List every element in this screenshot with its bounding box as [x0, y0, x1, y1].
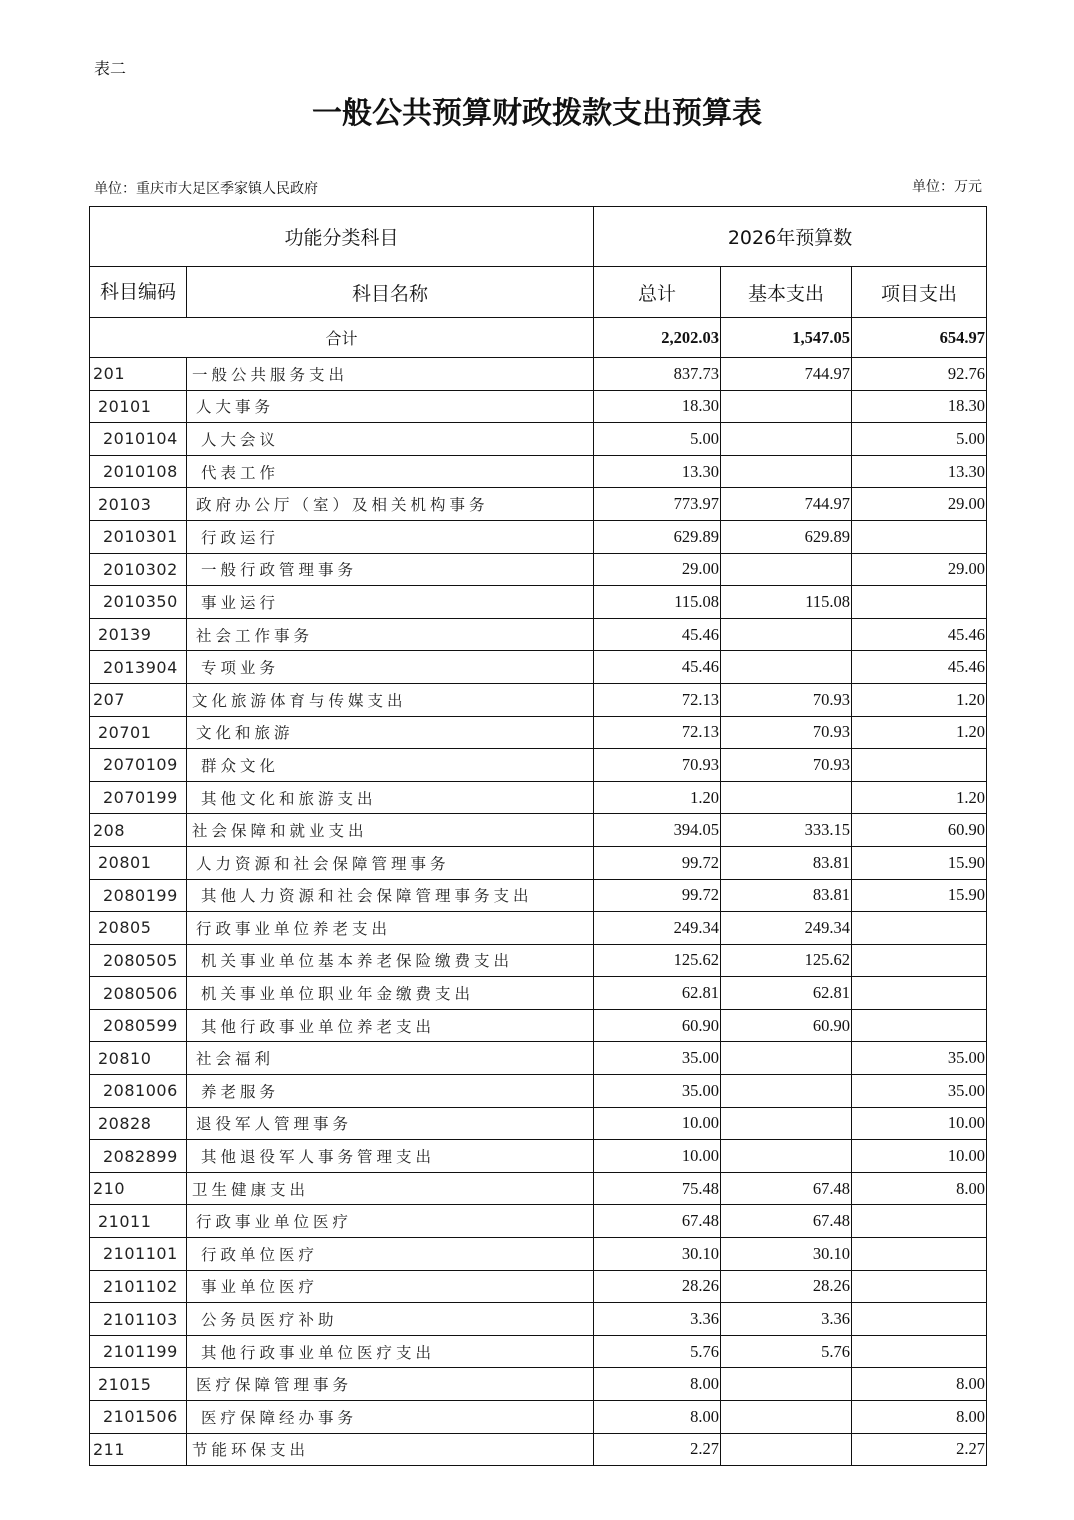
subject-code: 2010350	[90, 586, 187, 619]
subject-name: 文化旅游体育与传媒支出	[187, 683, 594, 716]
table-row	[90, 879, 987, 912]
subject-name: 专项业务	[187, 651, 594, 684]
amount-total: 5.00	[594, 423, 721, 456]
amount-basic: 3.36	[721, 1303, 852, 1336]
amount-total: 3.36	[594, 1303, 721, 1336]
table-row	[90, 1009, 987, 1042]
subject-name: 养老服务	[187, 1075, 594, 1108]
amount-total: 8.00	[594, 1401, 721, 1434]
amount-basic: 30.10	[721, 1238, 852, 1271]
amount-basic: 62.81	[721, 977, 852, 1010]
table-row	[90, 944, 987, 977]
table-row	[90, 1335, 987, 1368]
subject-name: 退役军人管理事务	[187, 1107, 594, 1140]
table-row	[90, 488, 987, 521]
amount-basic: 60.90	[721, 1009, 852, 1042]
amount-basic: 28.26	[721, 1270, 852, 1303]
amount-project	[852, 944, 987, 977]
amount-basic: 125.62	[721, 944, 852, 977]
table-row	[90, 1433, 987, 1466]
subject-name: 其他人力资源和社会保障管理事务支出	[187, 879, 594, 912]
subject-name: 人力资源和社会保障管理事务	[187, 846, 594, 879]
total-project: 654.97	[852, 318, 987, 358]
amount-basic: 70.93	[721, 716, 852, 749]
amount-total: 30.10	[594, 1238, 721, 1271]
subject-name: 医疗保障经办事务	[187, 1401, 594, 1434]
amount-total: 629.89	[594, 520, 721, 553]
subject-name: 行政事业单位医疗	[187, 1205, 594, 1238]
amount-total: 18.30	[594, 390, 721, 423]
amount-total: 72.13	[594, 683, 721, 716]
amount-basic	[721, 553, 852, 586]
amount-total: 115.08	[594, 586, 721, 619]
amount-total: 13.30	[594, 455, 721, 488]
amount-project	[852, 749, 987, 782]
subject-code: 2080505	[90, 944, 187, 977]
amount-basic	[721, 1042, 852, 1075]
table-row	[90, 781, 987, 814]
amount-total: 837.73	[594, 358, 721, 391]
amount-basic: 629.89	[721, 520, 852, 553]
subject-code: 2010108	[90, 455, 187, 488]
amount-project: 10.00	[852, 1107, 987, 1140]
amount-total: 29.00	[594, 553, 721, 586]
amount-basic	[721, 1107, 852, 1140]
amount-total: 394.05	[594, 814, 721, 847]
subject-name: 一般公共服务支出	[187, 358, 594, 391]
amount-project: 29.00	[852, 488, 987, 521]
amount-project	[852, 1009, 987, 1042]
subject-code: 207	[90, 683, 187, 716]
subject-code: 2101199	[90, 1335, 187, 1368]
table-row	[90, 912, 987, 945]
unit-currency: 单位：万元	[912, 179, 982, 195]
header-subject-name: 科目名称	[187, 267, 594, 318]
table-row	[90, 716, 987, 749]
table-number-label: 表二	[94, 59, 127, 78]
subject-code: 2080199	[90, 879, 187, 912]
amount-basic: 70.93	[721, 749, 852, 782]
table-row	[90, 1172, 987, 1205]
subject-code: 211	[90, 1433, 187, 1466]
amount-project: 45.46	[852, 618, 987, 651]
amount-project	[852, 1238, 987, 1271]
table-row	[90, 586, 987, 619]
subject-code: 2101103	[90, 1303, 187, 1336]
table-row	[90, 651, 987, 684]
table-row	[90, 1270, 987, 1303]
subject-name: 事业运行	[187, 586, 594, 619]
amount-project: 15.90	[852, 879, 987, 912]
amount-basic	[721, 651, 852, 684]
amount-project: 1.20	[852, 716, 987, 749]
subject-name: 社会福利	[187, 1042, 594, 1075]
table-row	[90, 1075, 987, 1108]
total-label: 合计	[90, 318, 594, 358]
amount-basic: 115.08	[721, 586, 852, 619]
subject-name: 行政运行	[187, 520, 594, 553]
amount-total: 10.00	[594, 1140, 721, 1173]
amount-total: 67.48	[594, 1205, 721, 1238]
amount-project: 1.20	[852, 683, 987, 716]
amount-basic: 744.97	[721, 358, 852, 391]
amount-basic: 744.97	[721, 488, 852, 521]
table-row	[90, 423, 987, 456]
amount-total: 35.00	[594, 1042, 721, 1075]
subject-name: 其他行政事业单位医疗支出	[187, 1335, 594, 1368]
amount-basic	[721, 1140, 852, 1173]
amount-project	[852, 586, 987, 619]
amount-project	[852, 1205, 987, 1238]
amount-project: 35.00	[852, 1075, 987, 1108]
table-row	[90, 1401, 987, 1434]
table-row	[90, 977, 987, 1010]
subject-name: 其他退役军人事务管理支出	[187, 1140, 594, 1173]
table-row	[90, 1368, 987, 1401]
header-project-expenditure: 项目支出	[852, 267, 987, 318]
header-basic-expenditure: 基本支出	[721, 267, 852, 318]
subject-name: 一般行政管理事务	[187, 553, 594, 586]
subject-code: 2082899	[90, 1140, 187, 1173]
subject-code: 2101506	[90, 1401, 187, 1434]
amount-project: 29.00	[852, 553, 987, 586]
subject-code: 20828	[90, 1107, 187, 1140]
amount-total: 10.00	[594, 1107, 721, 1140]
amount-project	[852, 977, 987, 1010]
amount-total: 45.46	[594, 618, 721, 651]
table-row	[90, 390, 987, 423]
amount-project	[852, 912, 987, 945]
amount-project: 92.76	[852, 358, 987, 391]
subject-code: 20103	[90, 488, 187, 521]
subject-code: 208	[90, 814, 187, 847]
budget-table	[89, 206, 987, 1466]
subject-code: 201	[90, 358, 187, 391]
table-row	[90, 358, 987, 391]
amount-project	[852, 1303, 987, 1336]
amount-total: 99.72	[594, 879, 721, 912]
header-columns-row	[90, 267, 987, 318]
subject-code: 2070199	[90, 781, 187, 814]
amount-basic: 70.93	[721, 683, 852, 716]
amount-basic: 67.48	[721, 1205, 852, 1238]
table-row	[90, 1205, 987, 1238]
amount-project	[852, 1270, 987, 1303]
amount-basic	[721, 618, 852, 651]
amount-basic	[721, 1075, 852, 1108]
header-total: 总计	[594, 267, 721, 318]
amount-basic	[721, 455, 852, 488]
table-row	[90, 520, 987, 553]
header-subject-code: 科目编码	[90, 267, 187, 318]
subject-code: 20139	[90, 618, 187, 651]
amount-basic	[721, 1401, 852, 1434]
amount-total: 249.34	[594, 912, 721, 945]
page-title: 一般公共预算财政拨款支出预算表	[312, 96, 762, 131]
amount-project	[852, 520, 987, 553]
subject-code: 2080599	[90, 1009, 187, 1042]
subject-code: 20805	[90, 912, 187, 945]
subject-name: 代表工作	[187, 455, 594, 488]
amount-project: 2.27	[852, 1433, 987, 1466]
subject-name: 其他文化和旅游支出	[187, 781, 594, 814]
subject-name: 节能环保支出	[187, 1433, 594, 1466]
subject-code: 2101101	[90, 1238, 187, 1271]
amount-total: 60.90	[594, 1009, 721, 1042]
subject-code: 210	[90, 1172, 187, 1205]
table-row	[90, 1238, 987, 1271]
amount-project: 8.00	[852, 1172, 987, 1205]
subject-name: 行政事业单位养老支出	[187, 912, 594, 945]
amount-basic	[721, 390, 852, 423]
amount-total: 75.48	[594, 1172, 721, 1205]
subject-code: 20701	[90, 716, 187, 749]
subject-code: 2010301	[90, 520, 187, 553]
amount-total: 773.97	[594, 488, 721, 521]
subject-name: 卫生健康支出	[187, 1172, 594, 1205]
amount-project: 1.20	[852, 781, 987, 814]
amount-total: 35.00	[594, 1075, 721, 1108]
total-row	[90, 318, 987, 358]
amount-basic	[721, 1368, 852, 1401]
subject-code: 2080506	[90, 977, 187, 1010]
table-row	[90, 1303, 987, 1336]
table-row	[90, 455, 987, 488]
amount-project: 10.00	[852, 1140, 987, 1173]
amount-basic	[721, 1433, 852, 1466]
table-row	[90, 749, 987, 782]
amount-total: 62.81	[594, 977, 721, 1010]
amount-total: 2.27	[594, 1433, 721, 1466]
amount-total: 28.26	[594, 1270, 721, 1303]
subject-code: 20810	[90, 1042, 187, 1075]
header-budget-year: 2026年预算数	[594, 207, 987, 267]
table-row	[90, 1042, 987, 1075]
subject-code: 2010302	[90, 553, 187, 586]
amount-project: 15.90	[852, 846, 987, 879]
subject-code: 20101	[90, 390, 187, 423]
amount-basic: 67.48	[721, 1172, 852, 1205]
total-basic: 1,547.05	[721, 318, 852, 358]
subject-name: 人大事务	[187, 390, 594, 423]
subject-name: 机关事业单位职业年金缴费支出	[187, 977, 594, 1010]
amount-total: 1.20	[594, 781, 721, 814]
amount-total: 125.62	[594, 944, 721, 977]
amount-project: 60.90	[852, 814, 987, 847]
amount-basic: 333.15	[721, 814, 852, 847]
table-row	[90, 846, 987, 879]
subject-name: 行政单位医疗	[187, 1238, 594, 1271]
amount-total: 70.93	[594, 749, 721, 782]
amount-total: 45.46	[594, 651, 721, 684]
subject-name: 政府办公厅（室）及相关机构事务	[187, 488, 594, 521]
table-row	[90, 1107, 987, 1140]
amount-basic	[721, 423, 852, 456]
amount-basic: 83.81	[721, 879, 852, 912]
subject-name: 医疗保障管理事务	[187, 1368, 594, 1401]
subject-code: 2101102	[90, 1270, 187, 1303]
subject-name: 文化和旅游	[187, 716, 594, 749]
amount-project: 5.00	[852, 423, 987, 456]
subject-name: 公务员医疗补助	[187, 1303, 594, 1336]
table-row	[90, 553, 987, 586]
amount-project: 8.00	[852, 1401, 987, 1434]
amount-total: 8.00	[594, 1368, 721, 1401]
subject-name: 事业单位医疗	[187, 1270, 594, 1303]
table-row	[90, 1140, 987, 1173]
subject-code: 20801	[90, 846, 187, 879]
table-row	[90, 683, 987, 716]
subject-name: 人大会议	[187, 423, 594, 456]
subject-code: 2081006	[90, 1075, 187, 1108]
unit-organization: 单位：重庆市大足区季家镇人民政府	[94, 181, 318, 197]
subject-name: 其他行政事业单位养老支出	[187, 1009, 594, 1042]
subject-code: 21011	[90, 1205, 187, 1238]
subject-name: 机关事业单位基本养老保险缴费支出	[187, 944, 594, 977]
header-group-row	[90, 207, 987, 267]
subject-code: 2013904	[90, 651, 187, 684]
amount-basic: 83.81	[721, 846, 852, 879]
amount-project: 13.30	[852, 455, 987, 488]
subject-name: 群众文化	[187, 749, 594, 782]
total-amount: 2,202.03	[594, 318, 721, 358]
subject-name: 社会工作事务	[187, 618, 594, 651]
amount-project: 8.00	[852, 1368, 987, 1401]
amount-total: 72.13	[594, 716, 721, 749]
header-functional-classification: 功能分类科目	[90, 207, 594, 267]
subject-code: 2010104	[90, 423, 187, 456]
subject-name: 社会保障和就业支出	[187, 814, 594, 847]
amount-project: 18.30	[852, 390, 987, 423]
amount-total: 5.76	[594, 1335, 721, 1368]
subject-code: 21015	[90, 1368, 187, 1401]
amount-project	[852, 1335, 987, 1368]
amount-total: 99.72	[594, 846, 721, 879]
amount-basic: 5.76	[721, 1335, 852, 1368]
table-row	[90, 814, 987, 847]
amount-project: 45.46	[852, 651, 987, 684]
amount-basic	[721, 781, 852, 814]
subject-code: 2070109	[90, 749, 187, 782]
amount-project: 35.00	[852, 1042, 987, 1075]
table-row	[90, 618, 987, 651]
amount-basic: 249.34	[721, 912, 852, 945]
